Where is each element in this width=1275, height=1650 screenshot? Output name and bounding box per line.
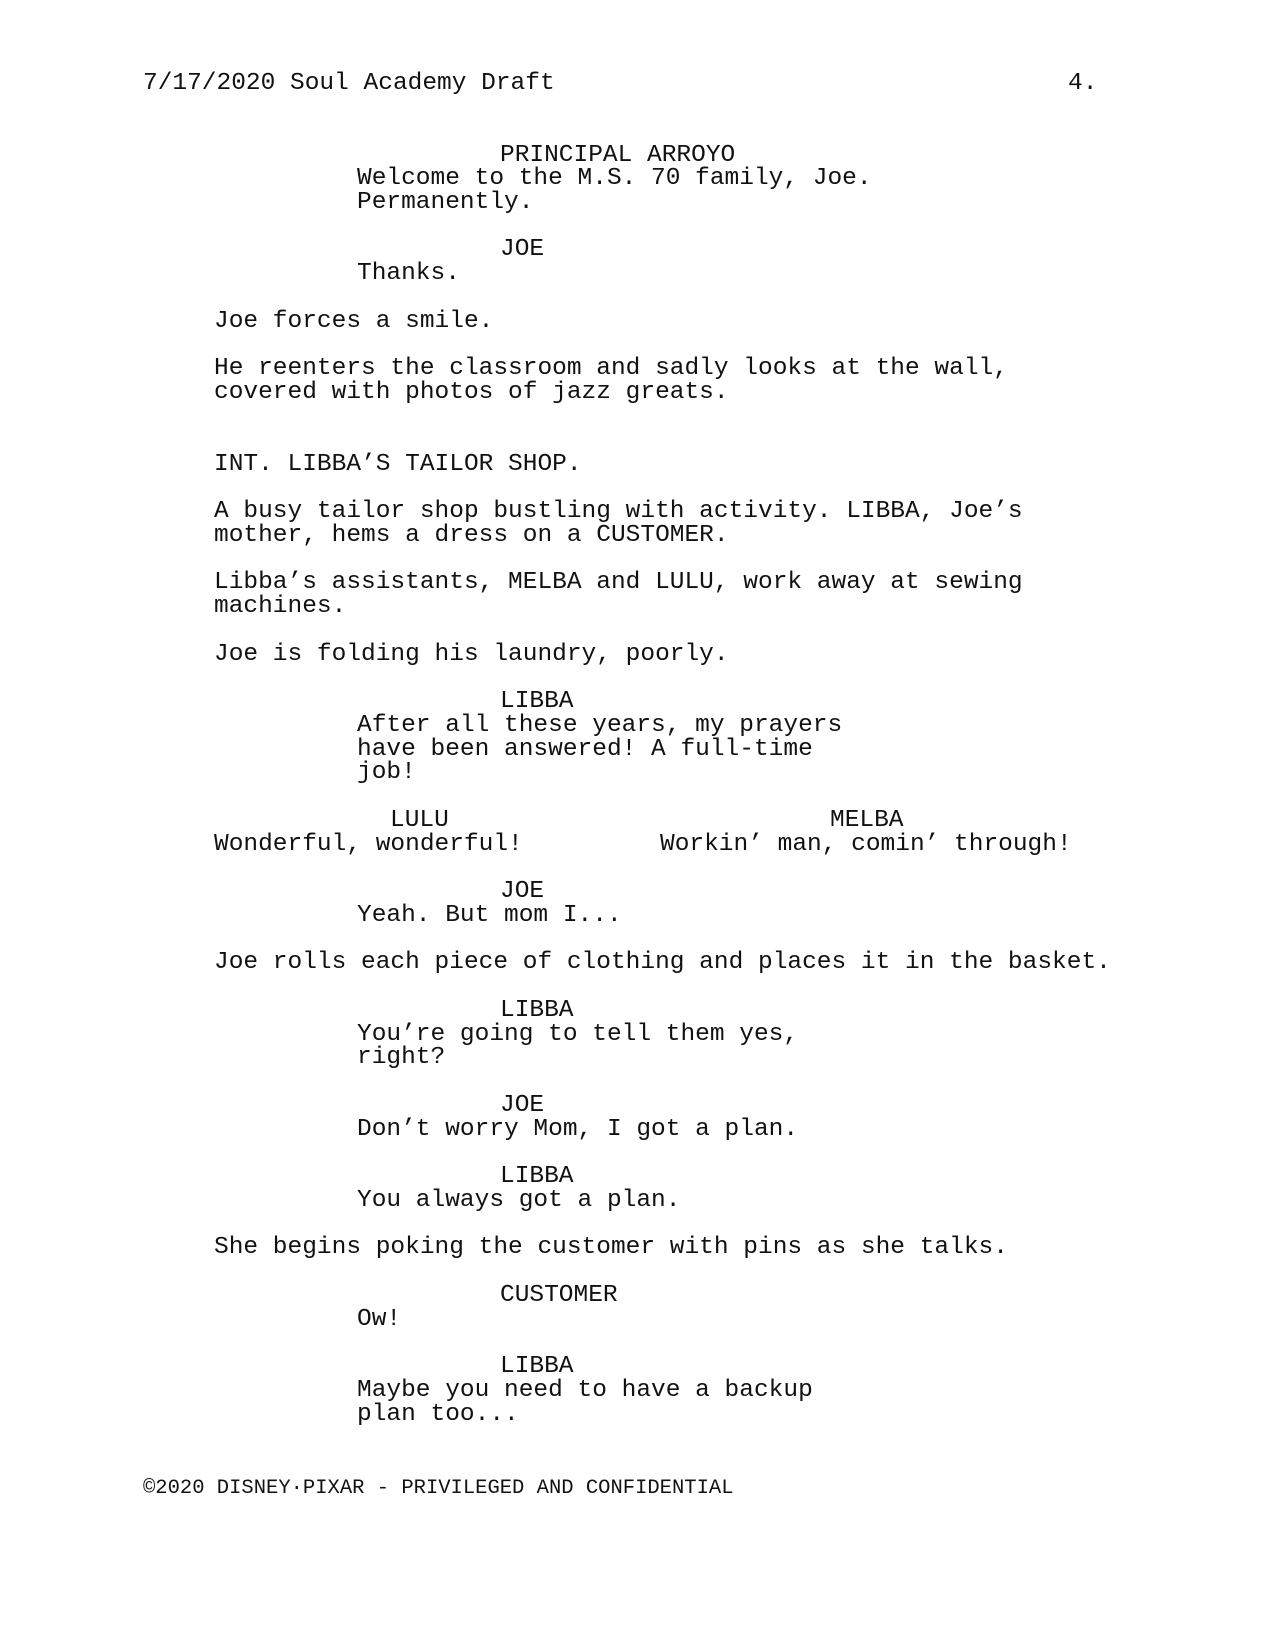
action-line: He reenters the classroom and sadly looks at the wall,	[214, 355, 1008, 382]
dialogue-line: right?	[357, 1044, 446, 1071]
character-name: CUSTOMER	[500, 1282, 618, 1309]
character-name: JOE	[500, 1092, 545, 1119]
action-line: A busy tailor shop bustling with activity. LIBBA, Joe’s	[214, 498, 1023, 525]
character-name: LIBBA	[500, 688, 574, 715]
dialogue-line: plan too...	[357, 1401, 519, 1428]
dialogue-line: You’re going to tell them yes,	[357, 1021, 799, 1048]
header-draft-info: 7/17/2020 Soul Academy Draft	[143, 70, 555, 97]
action-line: She begins poking the customer with pins as she talks.	[214, 1234, 1008, 1261]
action-line: Joe forces a smile.	[214, 308, 494, 335]
dialogue-line-left: Wonderful, wonderful!	[214, 831, 523, 858]
character-name: JOE	[500, 878, 545, 905]
action-line: machines.	[214, 593, 347, 620]
dialogue-line: After all these years, my prayers	[357, 712, 843, 739]
dialogue-line: have been answered! A full-time	[357, 736, 813, 763]
scene-heading: INT. LIBBA’S TAILOR SHOP.	[214, 451, 582, 478]
action-line: Libba’s assistants, MELBA and LULU, work away at sewing	[214, 569, 1023, 596]
action-line: covered with photos of jazz greats.	[214, 379, 729, 406]
character-name-right: MELBA	[830, 807, 904, 834]
dialogue-line: job!	[357, 759, 416, 786]
action-line: mother, hems a dress on a CUSTOMER.	[214, 522, 729, 549]
footer-confidential-notice: ©2020 DISNEY·PIXAR - PRIVILEGED AND CONFIDENTIAL	[143, 1477, 734, 1500]
action-line: Joe is folding his laundry, poorly.	[214, 641, 729, 668]
dialogue-line: Don’t worry Mom, I got a plan.	[357, 1116, 799, 1143]
dialogue-line: Yeah. But mom I...	[357, 902, 622, 929]
dialogue-line: Thanks.	[357, 260, 460, 287]
dialogue-line: Maybe you need to have a backup	[357, 1377, 813, 1404]
character-name: LIBBA	[500, 1163, 574, 1190]
dialogue-line: Welcome to the M.S. 70 family, Joe.	[357, 165, 872, 192]
page-number: 4.	[1068, 70, 1098, 97]
dialogue-line: You always got a plan.	[357, 1187, 681, 1214]
dialogue-line-right: Workin’ man, comin’ through!	[660, 831, 1072, 858]
character-name: LIBBA	[500, 1353, 574, 1380]
character-name-left: LULU	[390, 807, 449, 834]
dialogue-line: Permanently.	[357, 189, 534, 216]
character-name: JOE	[500, 236, 545, 263]
character-name: PRINCIPAL ARROYO	[500, 142, 736, 169]
action-line: Joe rolls each piece of clothing and places it in the basket.	[214, 949, 1111, 976]
character-name: LIBBA	[500, 997, 574, 1024]
dialogue-line: Ow!	[357, 1306, 402, 1333]
